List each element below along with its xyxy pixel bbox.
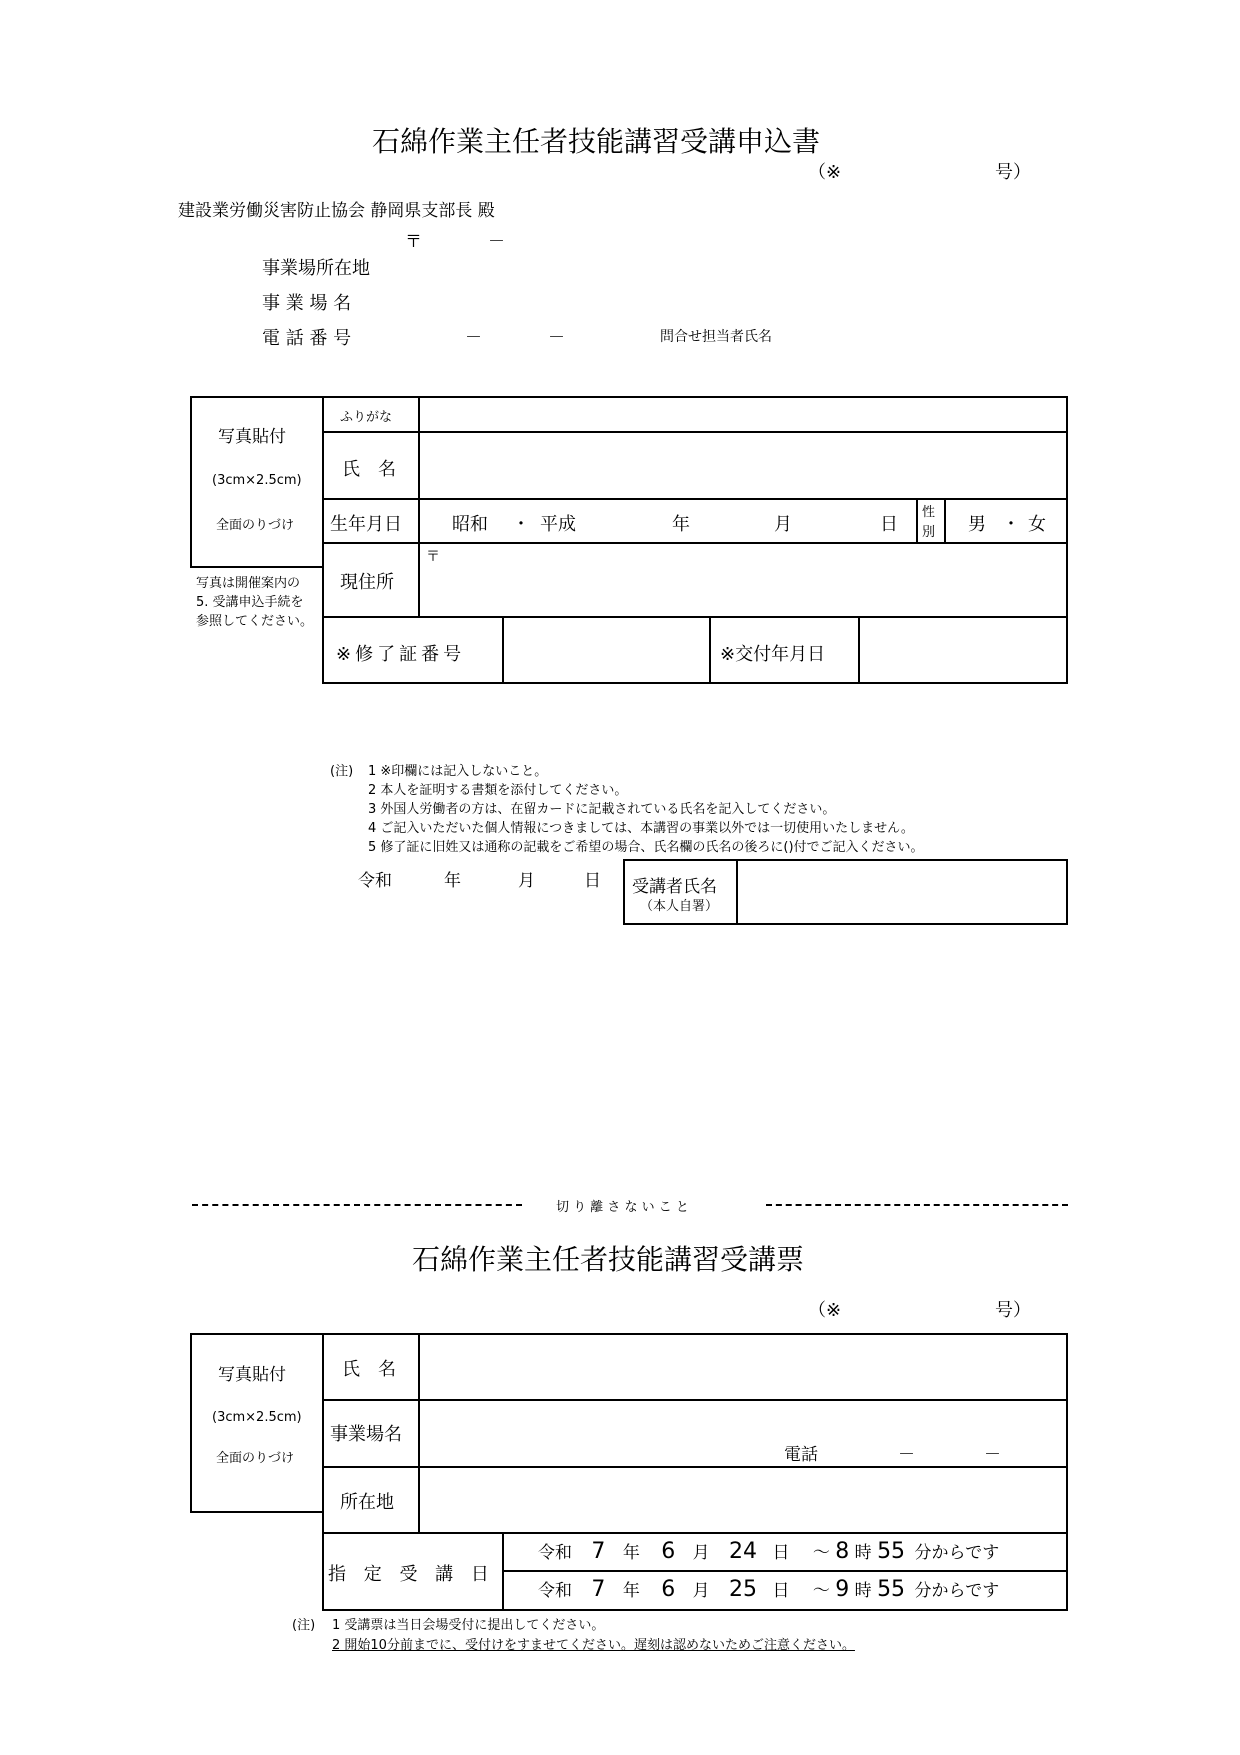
sex-label-bottom: 別 xyxy=(922,525,936,540)
cut-line-text: 切 り 離 さ な い こ と xyxy=(556,1200,689,1215)
issue-date-field[interactable] xyxy=(860,618,1066,682)
session-month-unit: 月 xyxy=(692,1543,710,1563)
ticket-number-open: （※ xyxy=(808,1300,842,1321)
postal-mark: 〒 xyxy=(405,232,422,252)
phone-dash-2: － xyxy=(548,328,565,348)
address-postal: 〒 xyxy=(426,549,440,565)
era-heisei[interactable]: 平成 xyxy=(540,514,576,535)
ticket-name-field[interactable] xyxy=(420,1335,1066,1399)
date-year: 年 xyxy=(444,871,461,891)
session-month: 6 xyxy=(661,1577,676,1602)
session-row xyxy=(538,1538,999,1564)
ticket-photo-size: (3cm×2.5cm) xyxy=(212,1410,302,1425)
session-month: 6 xyxy=(661,1539,676,1564)
ticket-location-field[interactable] xyxy=(420,1468,1066,1532)
ticket-photo-label: 写真貼付 xyxy=(218,1365,286,1385)
session-day-unit: 日 xyxy=(772,1581,790,1601)
note-item: 3 外国人労働者の方は、在留カードに記載されている氏名を記入してください。 xyxy=(368,802,836,817)
signature-sub: （本人自署） xyxy=(640,899,719,914)
session-year: 7 xyxy=(591,1577,606,1602)
address-label: 現住所 xyxy=(340,572,394,593)
photo-note-1: 写真は開催案内の xyxy=(196,576,301,591)
ticket-business-label: 事業場名 xyxy=(330,1424,402,1445)
era-dot: ・ xyxy=(512,514,530,535)
form-title: 石綿作業主任者技能講習受講申込書 xyxy=(372,125,821,158)
session-hour: 9 xyxy=(835,1577,850,1602)
photo-size: (3cm×2.5cm) xyxy=(212,473,302,488)
name-label: 氏 名 xyxy=(342,459,396,480)
ticket-note-item: 1 受講票は当日会場受付に提出してください。 xyxy=(332,1618,605,1633)
location-label: 事業場所在地 xyxy=(262,258,370,279)
era-showa[interactable]: 昭和 xyxy=(452,514,488,535)
session-hour-unit: 時 xyxy=(854,1543,872,1563)
ticket-phone-label: 電話 xyxy=(784,1445,818,1465)
ticket-name-label: 氏 名 xyxy=(342,1359,396,1380)
ticket-phone-dash-2: － xyxy=(984,1445,1001,1465)
phone-label: 電 話 番 号 xyxy=(262,328,352,349)
dob-year: 年 xyxy=(672,514,690,535)
address-field[interactable] xyxy=(420,544,1066,616)
cut-line-left xyxy=(192,1204,522,1206)
session-day-unit: 日 xyxy=(772,1543,790,1563)
phone-dash-1: － xyxy=(465,328,482,348)
session-era: 令和 xyxy=(538,1581,572,1601)
photo-note-3: 参照してください。 xyxy=(196,614,314,629)
cert-no-label: ※修了証番号 xyxy=(336,644,466,665)
session-minute: 55 xyxy=(877,1577,906,1602)
session-year-unit: 年 xyxy=(622,1543,640,1563)
cert-no-field[interactable] xyxy=(504,618,709,682)
sex-female[interactable]: 女 xyxy=(1028,514,1046,535)
furigana-label: ふりがな xyxy=(340,410,393,425)
date-era: 令和 xyxy=(358,871,392,891)
sex-dot: ・ xyxy=(1002,514,1020,535)
date-day: 日 xyxy=(584,871,601,891)
contact-label: 問合せ担当者氏名 xyxy=(660,329,772,345)
session-era: 令和 xyxy=(538,1543,572,1563)
business-label: 事 業 場 名 xyxy=(262,293,352,314)
sex-label-top: 性 xyxy=(922,505,936,520)
ticket-phone-dash-1: － xyxy=(898,1445,915,1465)
session-day: 24 xyxy=(729,1539,758,1564)
session-minute: 55 xyxy=(877,1539,906,1564)
addressee: 建設業労働災害防止協会 静岡県支部長 殿 xyxy=(178,201,495,221)
session-hour: 8 xyxy=(835,1539,850,1564)
ticket-photo-paste: 全面のりづけ xyxy=(216,1451,295,1466)
signature-label: 受講者氏名 xyxy=(632,877,717,897)
dob-label: 生年月日 xyxy=(330,514,402,535)
photo-paste: 全面のりづけ xyxy=(216,518,295,533)
signature-field[interactable] xyxy=(738,861,1066,923)
session-month-unit: 月 xyxy=(692,1581,710,1601)
cut-line-right xyxy=(766,1204,1068,1206)
issue-date-label: ※交付年月日 xyxy=(720,644,826,665)
name-field[interactable] xyxy=(420,433,1066,497)
ticket-business-field[interactable] xyxy=(420,1401,1066,1466)
date-month: 月 xyxy=(518,871,535,891)
session-year-unit: 年 xyxy=(622,1581,640,1601)
note-item: 4 ご記入いただいた個人情報につきましては、本講習の事業以外では一切使用いたしません。 xyxy=(368,821,914,836)
ticket-number-close: 号） xyxy=(995,1300,1031,1321)
notes-prefix: (注) xyxy=(330,764,354,779)
postal-dash: － xyxy=(488,232,505,252)
session-day: 25 xyxy=(729,1577,758,1602)
note-item: 1 ※印欄には記入しないこと。 xyxy=(368,764,548,779)
session-row xyxy=(538,1576,999,1602)
sex-male[interactable]: 男 xyxy=(968,514,986,535)
dob-month: 月 xyxy=(774,514,792,535)
session-hour-unit: 時 xyxy=(854,1581,872,1601)
number-close: 号） xyxy=(995,162,1031,183)
designated-dates-label: 指 定 受 講 日 xyxy=(328,1564,495,1585)
session-year: 7 xyxy=(591,1539,606,1564)
ticket-note-item: 2 開始10分前までに、受付けをすませてください。遅刻は認めないためご注意ください。 xyxy=(332,1638,855,1653)
ticket-location-label: 所在地 xyxy=(340,1492,394,1513)
session-suffix: 分からです xyxy=(914,1581,1000,1601)
session-suffix: 分からです xyxy=(914,1543,1000,1563)
photo-note-2: 5. 受講申込手続を xyxy=(196,595,304,610)
dob-day: 日 xyxy=(880,514,898,535)
ticket-notes-prefix: (注) xyxy=(292,1618,316,1633)
number-open: （※ xyxy=(808,162,842,183)
ticket-title: 石綿作業主任者技能講習受講票 xyxy=(412,1243,805,1276)
note-item: 5 修了証に旧姓又は通称の記載をご希望の場合、氏名欄の氏名の後ろに()付でご記入ください。 xyxy=(368,840,924,855)
session-tilde: ～ xyxy=(812,1581,830,1601)
photo-label: 写真貼付 xyxy=(218,427,286,447)
note-item: 2 本人を証明する書類を添付してください。 xyxy=(368,783,628,798)
session-tilde: ～ xyxy=(812,1543,830,1563)
